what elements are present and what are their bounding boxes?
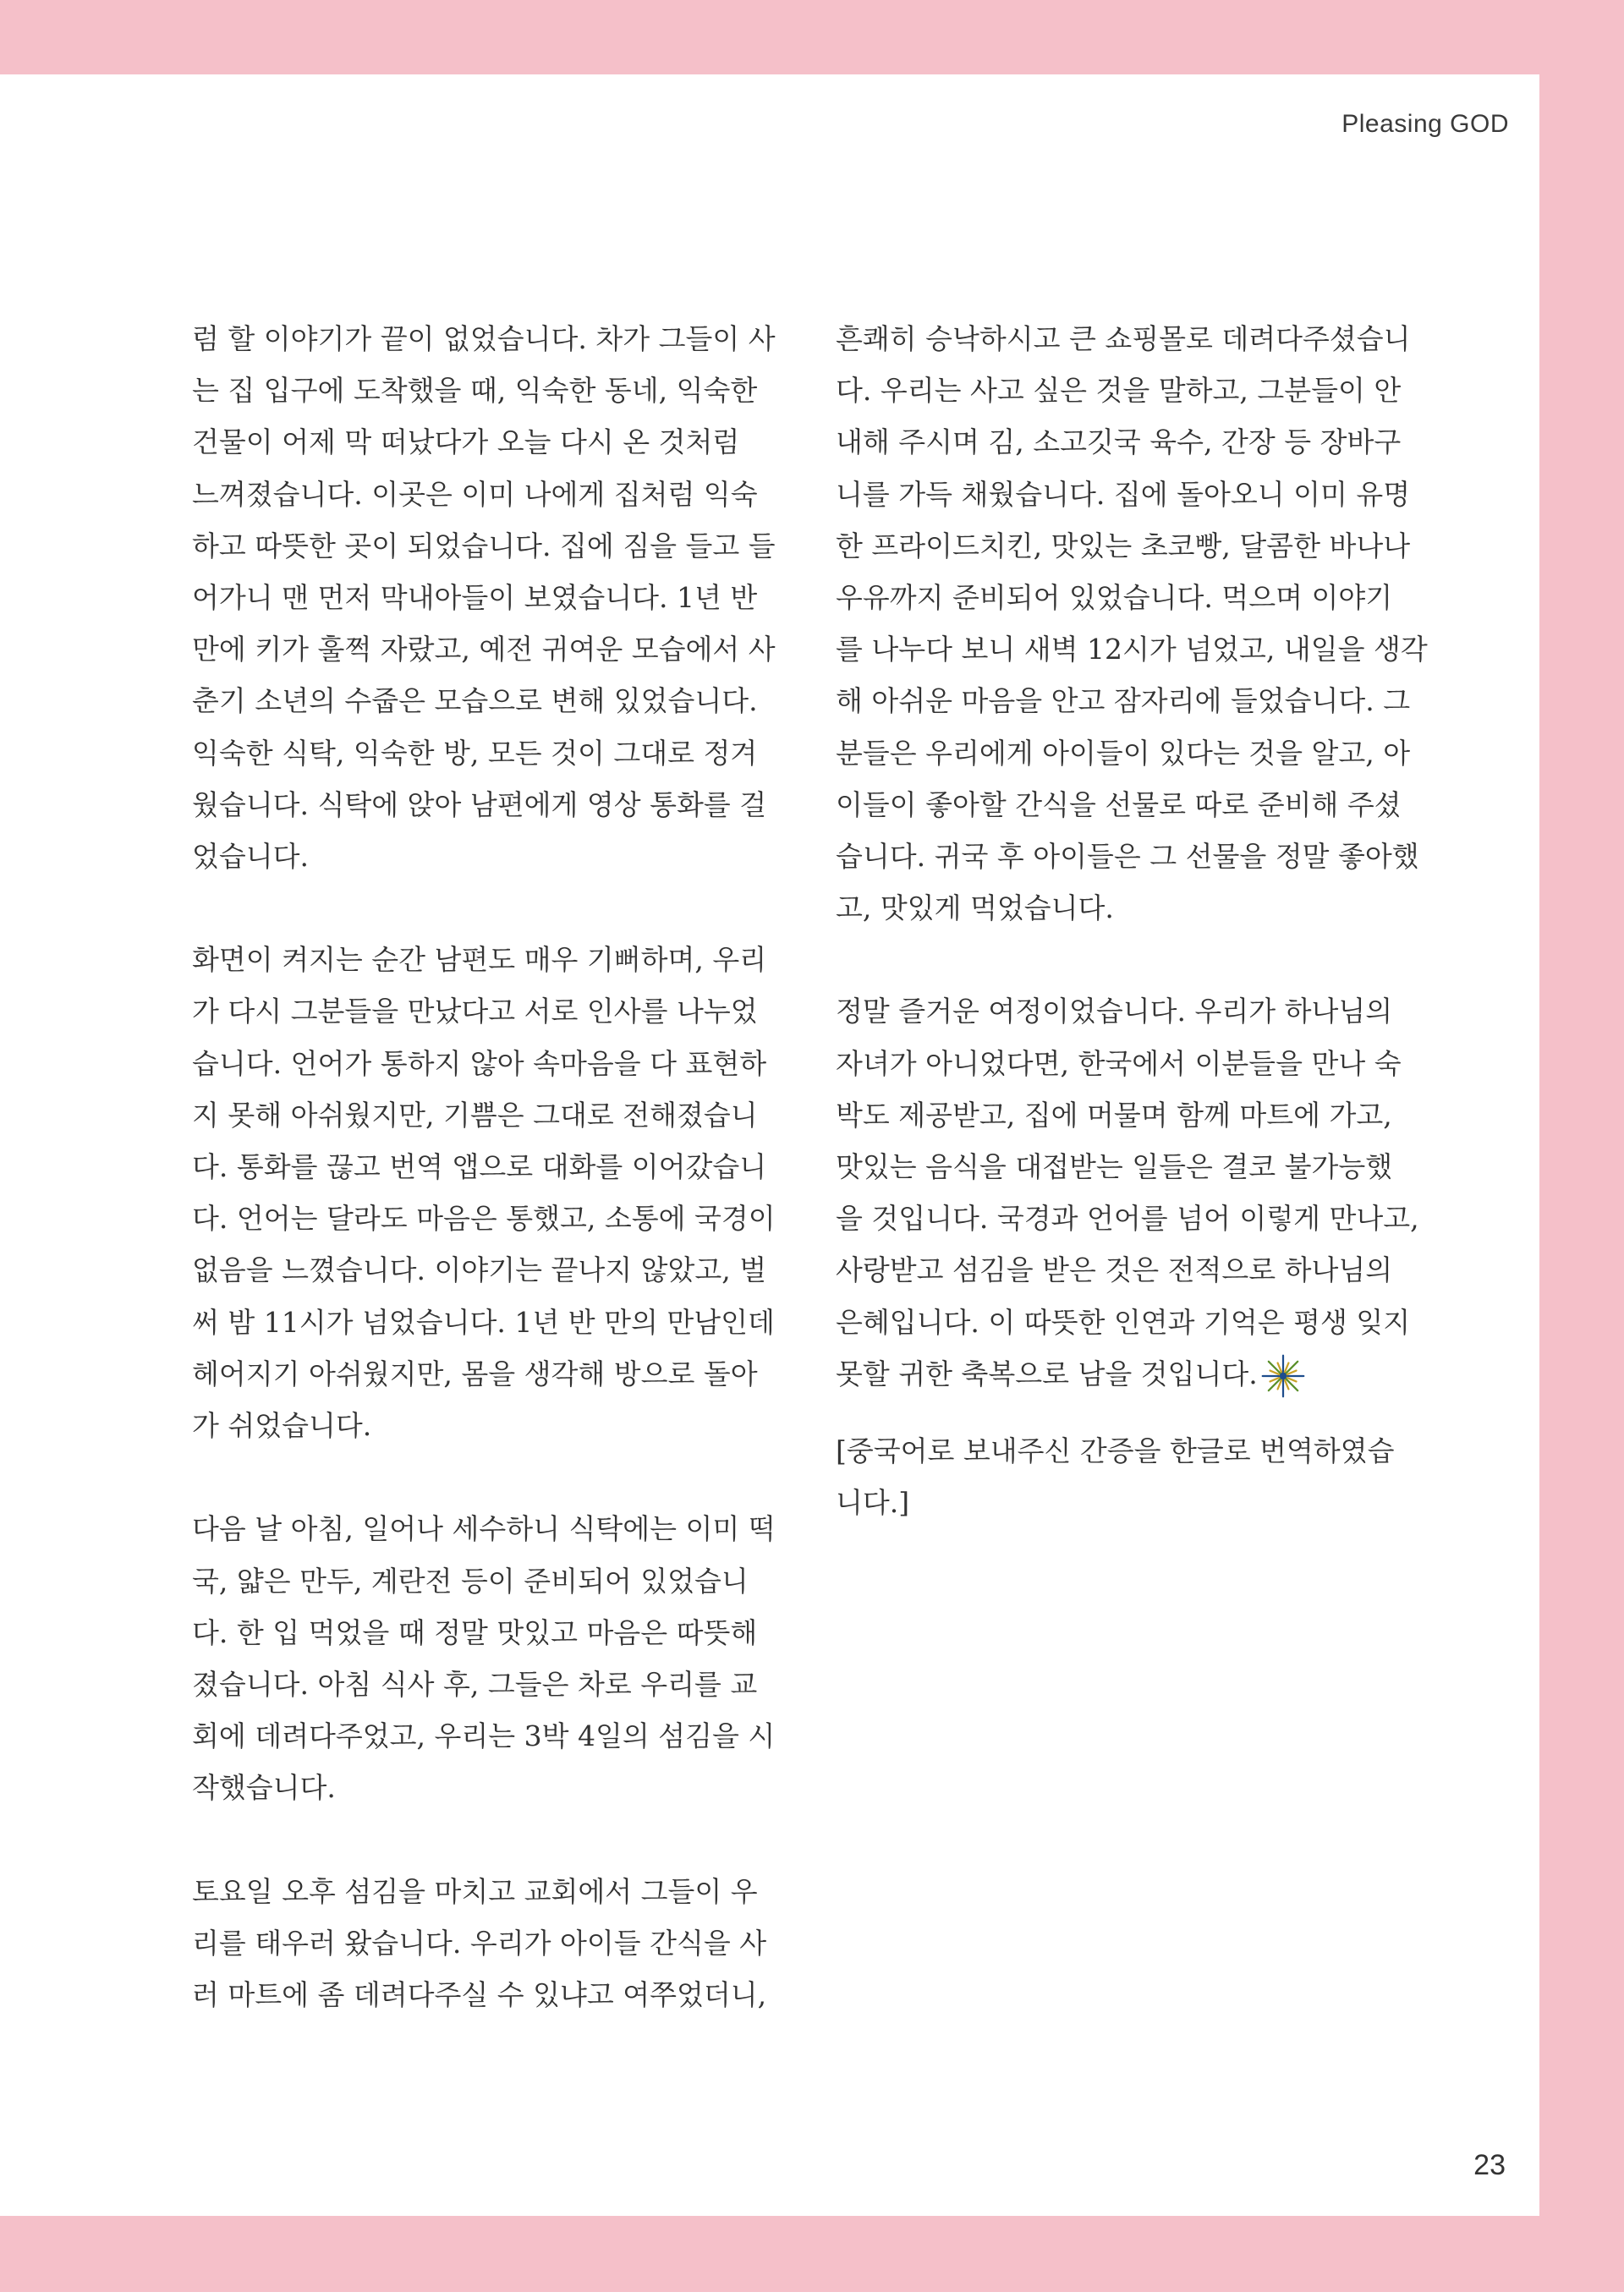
text-line xyxy=(192,1244,784,1296)
text-line xyxy=(192,1503,784,1555)
text-line-content: 지 못해 아쉬웠지만, 기쁨은 그대로 전해졌습니 xyxy=(192,1098,758,1132)
text-line-content: 니다.] xyxy=(836,1486,910,1520)
left-column xyxy=(192,313,784,2021)
text-line-content: 졌습니다. 아침 식사 후, 그들은 차로 우리를 교 xyxy=(192,1667,758,1701)
text-line xyxy=(192,365,784,416)
magazine-page xyxy=(0,74,1539,2216)
text-line-content: 을 것입니다. 국경과 언어를 넘어 이렇게 만나고, xyxy=(836,1202,1419,1236)
text-line xyxy=(192,1917,784,1969)
text-line xyxy=(192,1297,784,1348)
text-line-content: 다. 우리는 사고 싶은 것을 말하고, 그분들이 안 xyxy=(836,374,1402,408)
text-line xyxy=(836,831,1428,882)
text-line-content: 화면이 켜지는 순간 남편도 매우 기뻐하며, 우리 xyxy=(192,943,767,977)
text-line-content: 를 나누다 보니 새벽 12시가 넘었고, 내일을 생각 xyxy=(836,633,1428,666)
text-line xyxy=(836,1348,1428,1400)
paragraph-gap xyxy=(192,1451,784,1503)
text-line-content: 작했습니다. xyxy=(192,1771,336,1805)
text-line-content: 분들은 우리에게 아이들이 있다는 것을 알고, 아 xyxy=(836,736,1411,770)
text-line xyxy=(192,1348,784,1400)
text-line xyxy=(836,313,1428,365)
text-line-content: 국, 얇은 만두, 계란전 등이 준비되어 있었습니 xyxy=(192,1564,749,1598)
text-line xyxy=(192,416,784,468)
text-line-content: 고, 맛있게 먹었습니다. xyxy=(836,891,1114,925)
text-line-content: 다. 통화를 끊고 번역 앱으로 대화를 이어갔습니 xyxy=(192,1150,767,1183)
text-line-content: 헤어지기 아쉬웠지만, 몸을 생각해 방으로 돌아 xyxy=(192,1357,758,1390)
running-title: Pleasing GOD xyxy=(1341,110,1509,138)
text-line xyxy=(836,520,1428,572)
text-line-content: 익숙한 식탁, 익숙한 방, 모든 것이 그대로 정겨 xyxy=(192,736,758,770)
text-line-content: 하고 따뜻한 곳이 되었습니다. 집에 짐을 들고 들 xyxy=(192,529,776,562)
text-line-content: 박도 제공받고, 집에 머물며 함께 마트에 가고, xyxy=(836,1098,1392,1132)
text-line xyxy=(836,1141,1428,1193)
text-line xyxy=(836,675,1428,727)
text-line-content: 었습니다. xyxy=(192,839,310,873)
text-line xyxy=(836,416,1428,468)
text-line-content: 리를 태우러 왔습니다. 우리가 아이들 간식을 사 xyxy=(192,1926,767,1960)
text-line-content: [중국어로 보내주신 간증을 한글로 번역하였습 xyxy=(836,1434,1395,1467)
text-line-content: 만에 키가 훌쩍 자랐고, 예전 귀여운 모습에서 사 xyxy=(192,633,776,666)
text-line-content: 다음 날 아침, 일어나 세수하니 식탁에는 이미 떡 xyxy=(192,1512,776,1546)
text-line xyxy=(192,623,784,675)
text-line-content: 건물이 어제 막 떠났다가 오늘 다시 온 것처럼 xyxy=(192,425,740,459)
text-line xyxy=(192,1400,784,1451)
text-line xyxy=(836,1193,1428,1244)
text-line xyxy=(836,985,1428,1037)
text-line-content: 못할 귀한 축복으로 남을 것입니다. xyxy=(836,1357,1258,1390)
text-line xyxy=(192,1555,784,1607)
text-line xyxy=(836,1297,1428,1348)
right-column xyxy=(836,313,1428,1528)
text-line xyxy=(192,1866,784,1917)
text-line-content: 느껴졌습니다. 이곳은 이미 나에게 집처럼 익숙 xyxy=(192,477,758,511)
translator-note xyxy=(836,1425,1428,1528)
text-line-content: 다. 언어는 달라도 마음은 통했고, 소통에 국경이 xyxy=(192,1202,776,1236)
text-line xyxy=(192,934,784,985)
text-line-content: 습니다. 귀국 후 아이들은 그 선물을 정말 좋아했 xyxy=(836,839,1419,873)
paragraph-gap xyxy=(192,1813,784,1865)
text-line xyxy=(192,1089,784,1141)
text-line-content: 흔쾌히 승낙하시고 큰 쇼핑몰로 데려다주셨습니 xyxy=(836,322,1411,355)
text-line-content: 없음을 느꼈습니다. 이야기는 끝나지 않았고, 벌 xyxy=(192,1253,767,1287)
text-line xyxy=(192,1607,784,1659)
text-line-content: 춘기 소년의 수줍은 모습으로 변해 있었습니다. xyxy=(192,684,758,718)
text-line xyxy=(836,779,1428,831)
text-line xyxy=(192,675,784,727)
text-line-content: 습니다. 언어가 통하지 않아 속마음을 다 표현하 xyxy=(192,1046,767,1080)
text-line xyxy=(836,1477,1428,1528)
text-line xyxy=(836,882,1428,934)
text-line xyxy=(192,727,784,779)
text-line-content: 러 마트에 좀 데려다주실 수 있냐고 여쭈었더니, xyxy=(192,1978,767,2011)
right-column-body xyxy=(836,313,1428,1400)
text-line-content: 럼 할 이야기가 끝이 없었습니다. 차가 그들이 사 xyxy=(192,322,776,355)
text-line-content: 자녀가 아니었다면, 한국에서 이분들을 만나 숙 xyxy=(836,1046,1402,1080)
text-line xyxy=(836,1244,1428,1296)
text-line xyxy=(836,1089,1428,1141)
text-line xyxy=(192,1038,784,1089)
text-line-content: 가 다시 그분들을 만났다고 서로 인사를 나누었 xyxy=(192,995,758,1028)
text-line xyxy=(192,1659,784,1710)
text-line xyxy=(192,572,784,623)
paragraph-gap xyxy=(836,934,1428,985)
text-line xyxy=(192,985,784,1037)
paragraph-gap xyxy=(192,882,784,934)
text-line-content: 는 집 입구에 도착했을 때, 익숙한 동네, 익숙한 xyxy=(192,374,758,408)
text-line xyxy=(192,779,784,831)
text-line-content: 웠습니다. 식탁에 앉아 남편에게 영상 통화를 걸 xyxy=(192,787,767,821)
text-line xyxy=(192,1193,784,1244)
text-line xyxy=(192,1710,784,1762)
text-line-content: 니를 가득 채웠습니다. 집에 돌아오니 이미 유명 xyxy=(836,477,1411,511)
text-line-content: 써 밤 11시가 넘었습니다. 1년 반 만의 만남인데 xyxy=(192,1305,775,1339)
text-line-content: 이들이 좋아할 간식을 선물로 따로 준비해 주셨 xyxy=(836,787,1402,821)
page-number: 23 xyxy=(1473,2149,1506,2181)
text-line-content: 한 프라이드치킨, 맛있는 초코빵, 달콤한 바나나 xyxy=(836,529,1411,562)
text-line xyxy=(836,623,1428,675)
text-line xyxy=(836,572,1428,623)
text-line xyxy=(192,469,784,520)
text-line xyxy=(836,1038,1428,1089)
starburst-end-mark-icon xyxy=(1259,1352,1307,1400)
text-line-content: 해 아쉬운 마음을 안고 잠자리에 들었습니다. 그 xyxy=(836,684,1411,718)
text-line-content: 은혜입니다. 이 따뜻한 인연과 기억은 평생 잊지 xyxy=(836,1305,1411,1339)
text-line xyxy=(192,1969,784,2021)
text-line-content: 맛있는 음식을 대접받는 일들은 결코 불가능했 xyxy=(836,1150,1393,1183)
text-line-content: 토요일 오후 섬김을 마치고 교회에서 그들이 우 xyxy=(192,1874,758,1908)
text-line xyxy=(192,1762,784,1813)
text-line xyxy=(836,469,1428,520)
text-line xyxy=(192,831,784,882)
text-line-content: 어가니 맨 먼저 막내아들이 보였습니다. 1년 반 xyxy=(192,580,758,614)
text-line-content: 사랑받고 섬김을 받은 것은 전적으로 하나님의 xyxy=(836,1253,1393,1287)
text-line xyxy=(836,727,1428,779)
text-line xyxy=(192,520,784,572)
text-line-content: 다. 한 입 먹었을 때 정말 맛있고 마음은 따뜻해 xyxy=(192,1615,758,1649)
text-line-content: 내해 주시며 김, 소고깃국 육수, 간장 등 장바구 xyxy=(836,425,1402,459)
text-line xyxy=(836,365,1428,416)
text-line xyxy=(836,1425,1428,1477)
text-line xyxy=(192,1141,784,1193)
text-line-content: 회에 데려다주었고, 우리는 3박 4일의 섬김을 시 xyxy=(192,1719,776,1753)
text-line-content: 정말 즐거운 여정이었습니다. 우리가 하나님의 xyxy=(836,995,1393,1028)
text-line-content: 가 쉬었습니다. xyxy=(192,1408,372,1442)
text-line-content: 우유까지 준비되어 있었습니다. 먹으며 이야기 xyxy=(836,580,1393,614)
text-line xyxy=(192,313,784,365)
